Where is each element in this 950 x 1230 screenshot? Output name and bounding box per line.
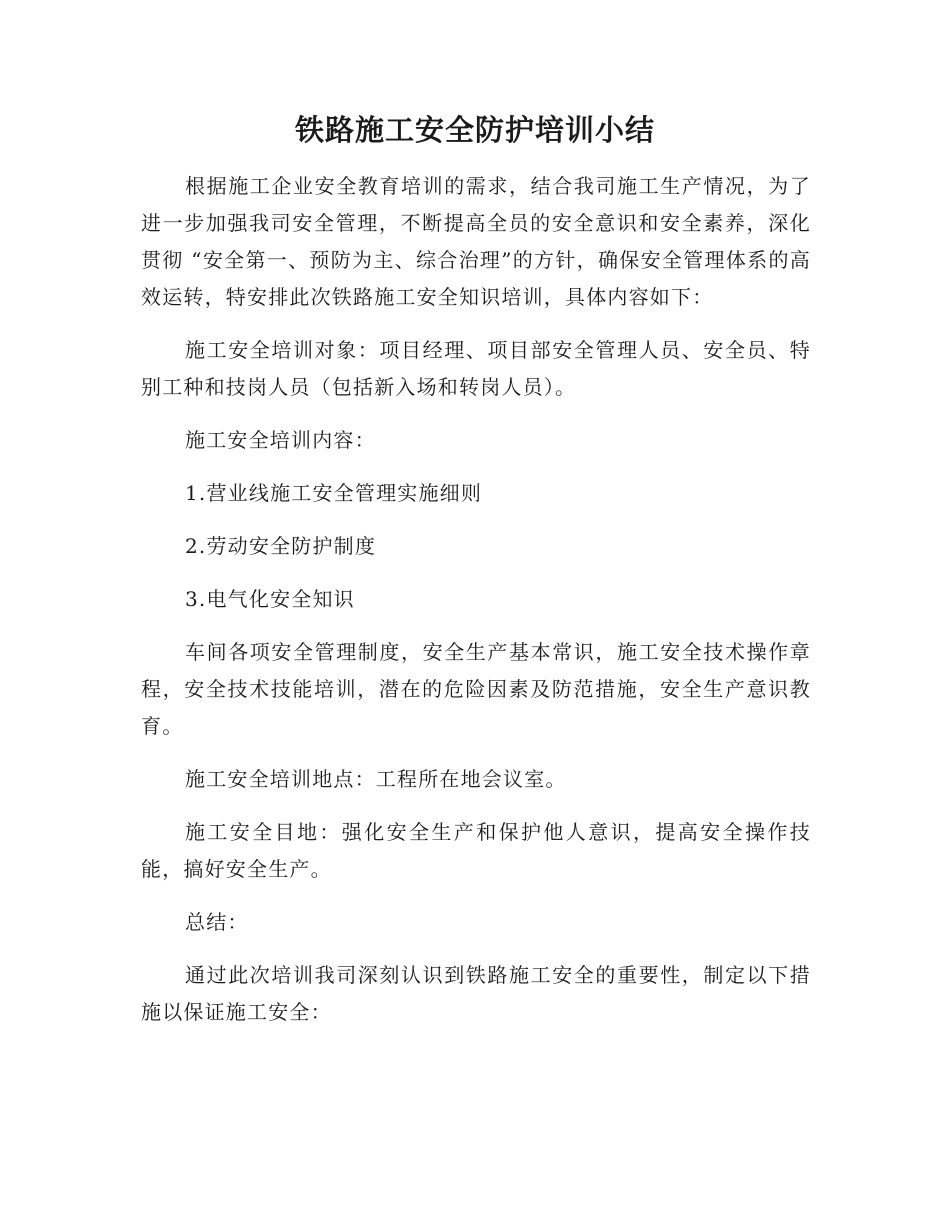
list-item-content-2: 2.劳动安全防护制度	[185, 534, 377, 558]
paragraph-workshop-rules: 车间各项安全管理制度，安全生产基本常识，施工安全技术操作章程，安全技术技能培训，潜在的危险因素及防范措施，安全生产意识教育。	[141, 640, 811, 738]
paragraph-intro: 根据施工企业安全教育培训的需求，结合我司施工生产情况，为了进一步加强我司安全管理，不断提高全员的安全意识和安全素养，深化贯彻 “安全第一、预防为主、综合治理”的方针，确保安全管理体系的高效运转，特安排此次铁路施工安全知识培训，具体内容如下：	[141, 174, 811, 309]
paragraph-summary-heading: 总结：	[185, 910, 249, 934]
paragraph-summary-body: 通过此次培训我司深刻认识到铁路施工安全的重要性，制定以下措施以保证施工安全：	[141, 963, 811, 1024]
paragraph-training-content-heading: 施工安全培训内容：	[185, 428, 376, 452]
paragraph-training-audience: 施工安全培训对象：项目经理、项目部安全管理人员、安全员、特别工种和技岗人员（包括新入场和转岗人员）。	[141, 338, 811, 399]
paragraph-training-location: 施工安全培训地点：工程所在地会议室。	[185, 767, 567, 791]
list-item-content-1: 1.营业线施工安全管理实施细则	[185, 481, 483, 505]
document-title: 铁路施工安全防护培训小结	[294, 113, 655, 147]
paragraph-training-goal: 施工安全目地：强化安全生产和保护他人意识，提高安全操作技能，搞好安全生产。	[141, 820, 811, 881]
list-item-content-3: 3.电气化安全知识	[185, 587, 355, 611]
document-body	[141, 168, 811, 1047]
